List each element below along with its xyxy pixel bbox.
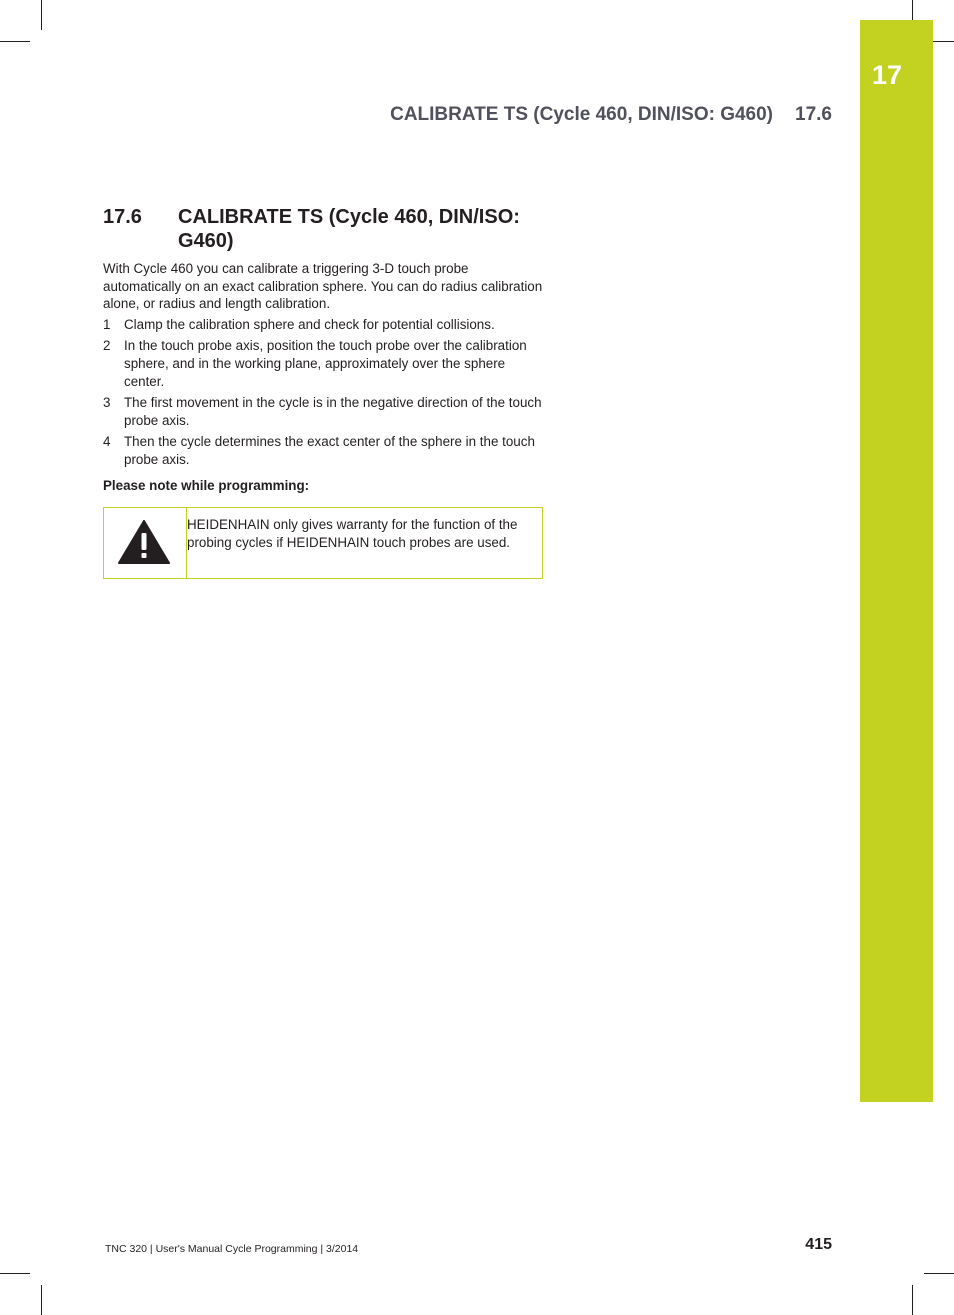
chapter-number: 17: [872, 60, 903, 90]
crop-mark: [41, 0, 42, 30]
section-number: 17.6: [103, 206, 142, 228]
crop-mark: [0, 41, 30, 42]
crop-mark: [41, 1285, 42, 1315]
section-heading: [103, 205, 543, 253]
steps-list: [103, 316, 543, 472]
intro-paragraph: With Cycle 460 you can calibrate a triggering 3-D touch probe automatically on an exact calibration sphere. You can do radius calibration alone, or radius and length calibration.: [103, 261, 543, 312]
running-header: [390, 104, 832, 126]
step-number: 2: [103, 338, 111, 354]
footer-text: TNC 320 | User's Manual Cycle Programming | 3/2014: [105, 1243, 359, 1255]
list-item: [103, 316, 543, 334]
step-text: The first movement in the cycle is in the negative direction of the touch probe axis.: [124, 394, 542, 428]
note-heading: Please note while programming:: [103, 478, 310, 493]
page-number: 415: [805, 1236, 832, 1253]
step-number: 3: [103, 394, 111, 410]
step-text: Then the cycle determines the exact center of the sphere in the touch probe axis.: [124, 433, 535, 467]
running-header-section: 17.6: [795, 104, 832, 125]
list-item: [103, 337, 543, 390]
step-number: 4: [103, 433, 111, 449]
running-header-title: CALIBRATE TS (Cycle 460, DIN/ISO: G460): [390, 104, 774, 125]
list-item: [103, 394, 543, 429]
crop-mark: [0, 1273, 30, 1274]
warning-box: [103, 507, 543, 579]
warning-text: HEIDENHAIN only gives warranty for the function of the probing cycles if HEIDENHAIN touch probes are used.: [187, 517, 518, 550]
section-title: CALIBRATE TS (Cycle 460, DIN/ISO: G460): [178, 206, 520, 252]
chapter-tab: [860, 20, 933, 1102]
crop-mark: [924, 1273, 954, 1274]
step-text: In the touch probe axis, position the touch probe over the calibration sphere, and in the working plane, approximately over the sphere center.: [124, 338, 527, 389]
crop-mark: [912, 1285, 913, 1315]
warning-triangle-icon: [118, 520, 170, 564]
step-number: 1: [103, 317, 111, 332]
step-text: Clamp the calibration sphere and check for potential collisions.: [124, 317, 495, 332]
list-item: [103, 433, 543, 468]
